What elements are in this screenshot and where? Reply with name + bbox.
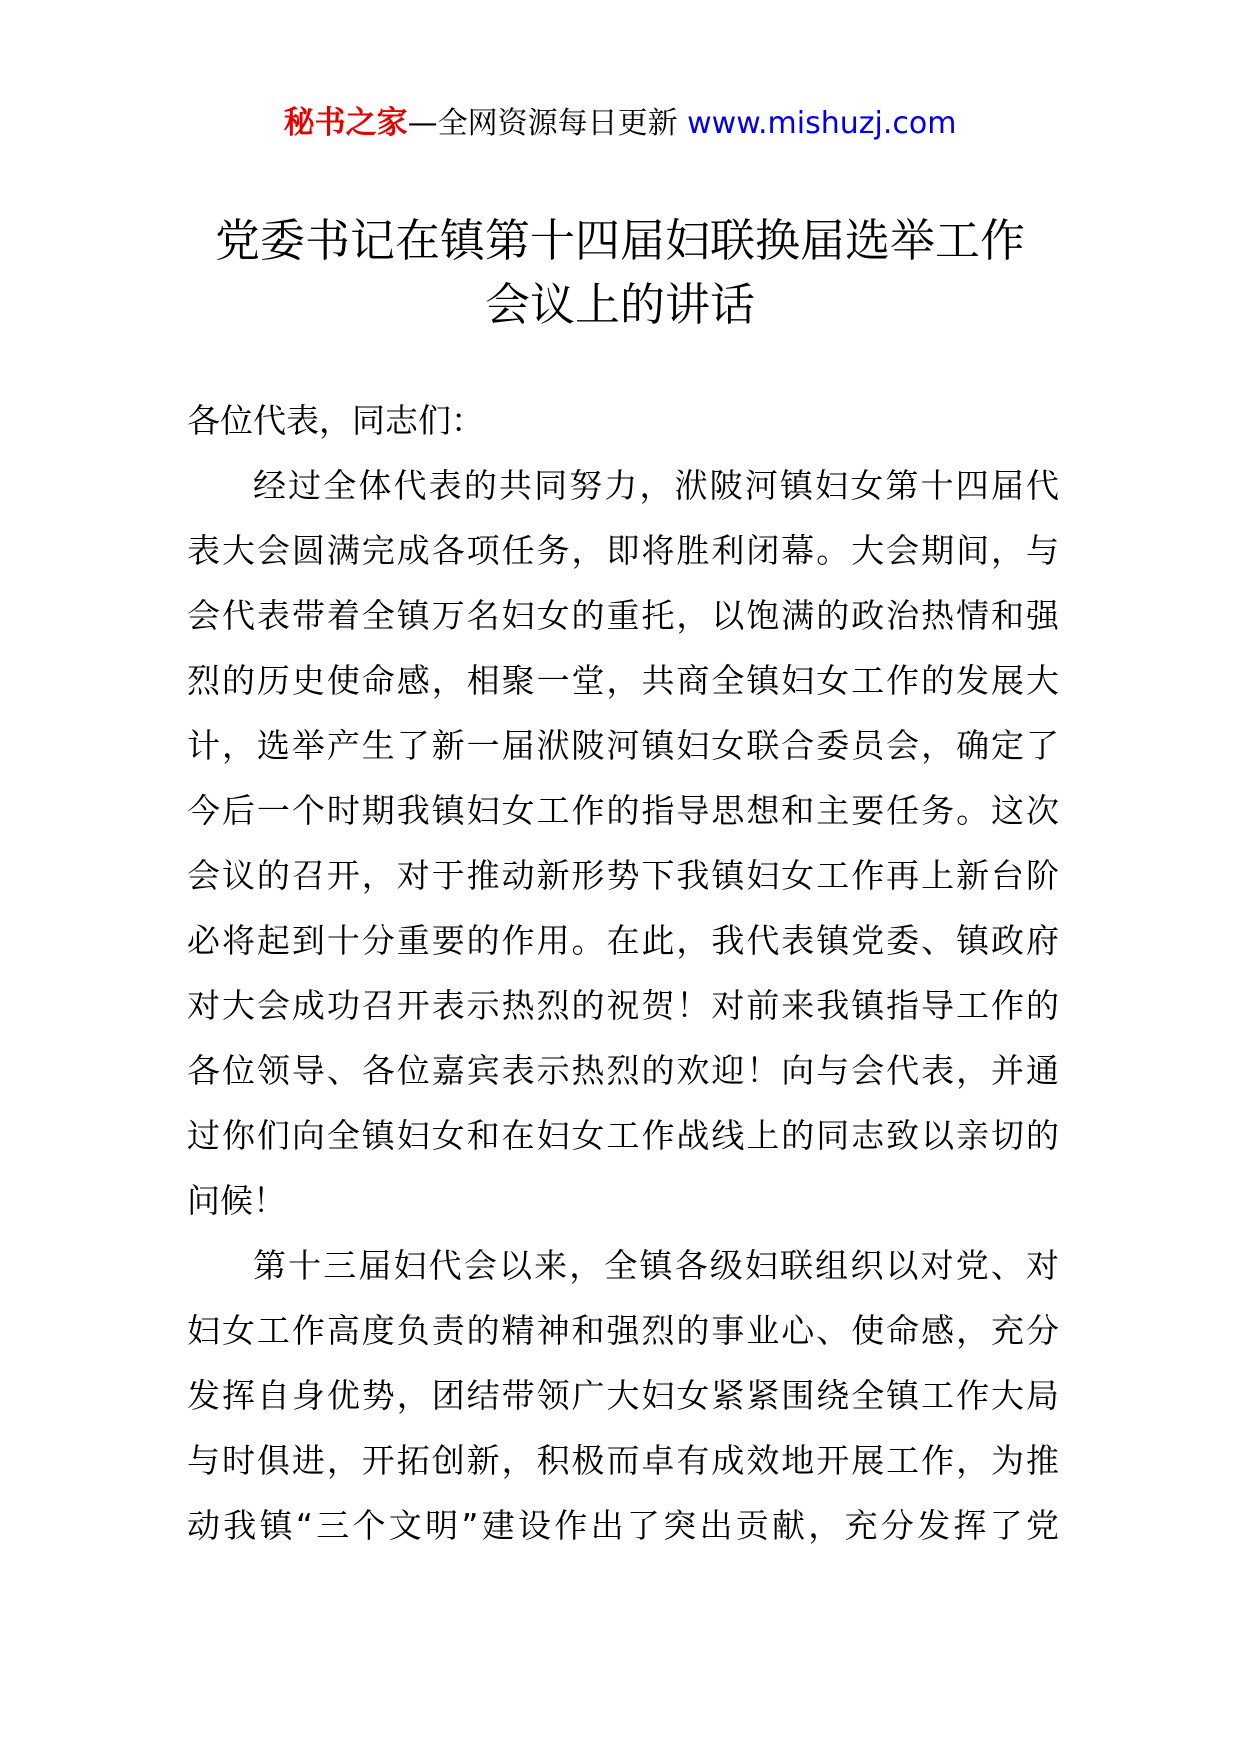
body-line: 计，选举产生了新一届洑陂河镇妇女联合委员会，确定了: [187, 726, 1059, 765]
body-line: 烈的历史使命感，相聚一堂，共商全镇妇女工作的发展大: [187, 661, 1059, 700]
site-tagline: —全网资源每日更新: [407, 106, 688, 141]
body-line: 第十三届妇代会以来，全镇各级妇联组织以对党、对: [253, 1246, 1059, 1285]
site-header: [0, 98, 1240, 149]
body-line: 动我镇“三个文明”建设作出了突出贡献，充分发挥了党: [187, 1506, 1059, 1545]
body-line: 妇女工作高度负责的精神和强烈的事业心、使命感，充分: [187, 1311, 1059, 1350]
body-line: 必将起到十分重要的作用。在此，我代表镇党委、镇政府: [187, 921, 1059, 960]
body-line: 表大会圆满完成各项任务，即将胜利闭幕。大会期间，与: [187, 531, 1059, 570]
title-line: 党委书记在镇第十四届妇联换届选举工作: [214, 214, 1025, 267]
body-line: 过你们向全镇妇女和在妇女工作战线上的同志致以亲切的: [187, 1116, 1059, 1155]
body-line: 今后一个时期我镇妇女工作的指导思想和主要任务。这次: [187, 791, 1059, 830]
title-line: 会议上的讲话: [484, 278, 755, 331]
body-line: 经过全体代表的共同努力，洑陂河镇妇女第十四届代: [253, 466, 1059, 505]
body-line: 问候！: [187, 1181, 286, 1220]
body-line: 各位领导、各位嘉宾表示热烈的欢迎！向与会代表，并通: [187, 1051, 1059, 1090]
site-url-link[interactable]: www.mishuzj.com: [687, 106, 957, 141]
site-brand: 秘书之家: [283, 105, 408, 141]
body-line: 会代表带着全镇万名妇女的重托，以饱满的政治热情和强: [187, 596, 1059, 635]
body-line: 对大会成功召开表示热烈的祝贺！对前来我镇指导工作的: [187, 986, 1059, 1025]
document-title: [160, 209, 1080, 337]
body-line: 会议的召开，对于推动新形势下我镇妇女工作再上新台阶: [187, 856, 1059, 895]
body-line: 与时俱进，开拓创新，积极而卓有成效地开展工作，为推: [187, 1441, 1059, 1480]
body-line: 发挥自身优势，团结带领广大妇女紧紧围绕全镇工作大局: [187, 1376, 1059, 1415]
document-body: [187, 388, 1059, 1558]
salutation: 各位代表，同志们：: [187, 401, 484, 440]
